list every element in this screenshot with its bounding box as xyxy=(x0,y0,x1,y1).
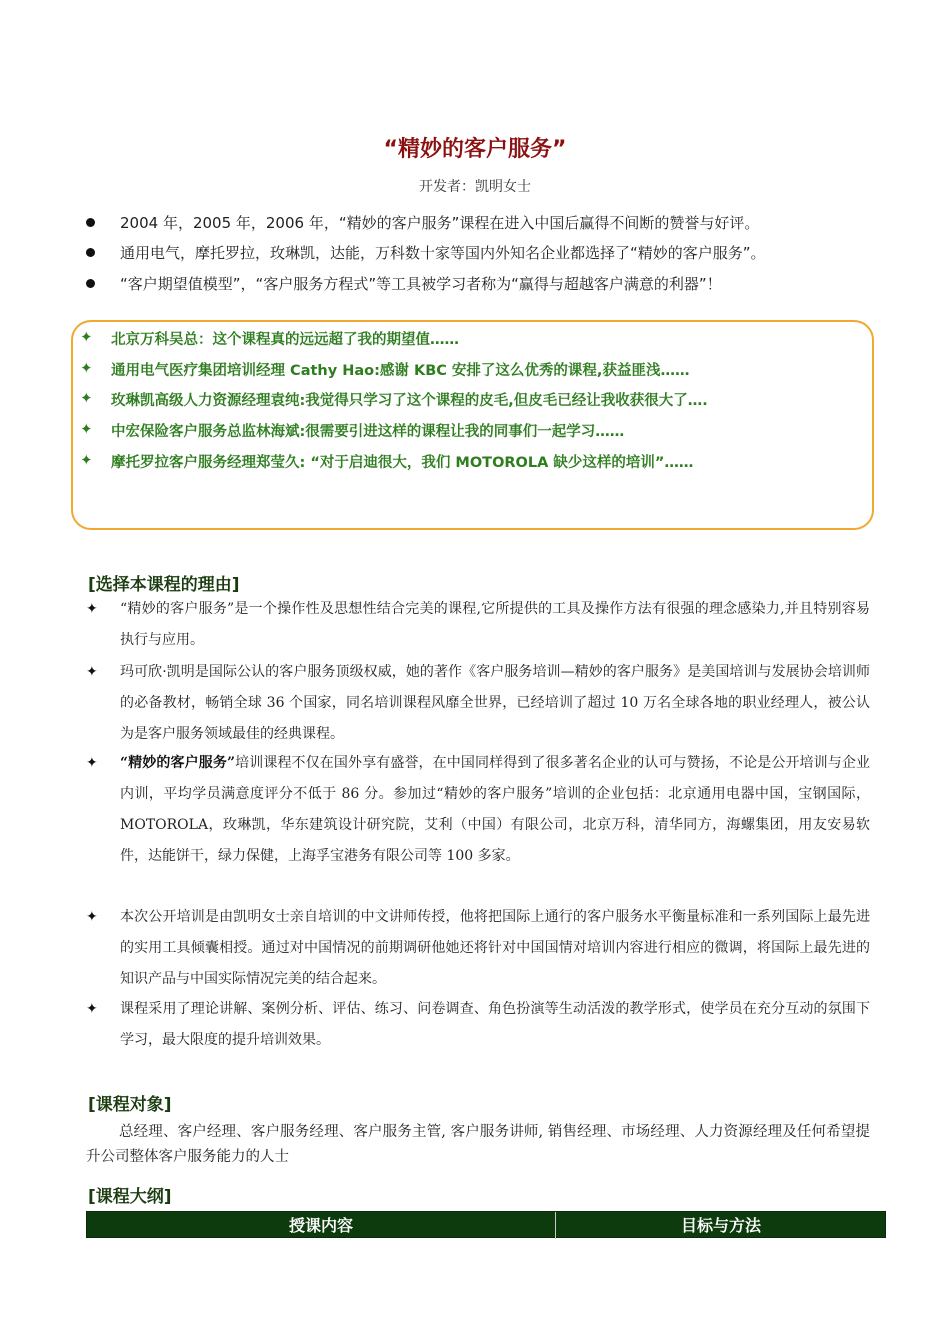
table-header-content: 授课内容 xyxy=(87,1212,556,1239)
testimonial-text: 中宏保险客户服务总监林海斌:很需要引进这样的课程让我的同事们一起学习…… xyxy=(111,424,625,440)
bullet-icon xyxy=(86,218,95,227)
star-bullet-icon: ✦ xyxy=(86,1001,98,1017)
bullet-icon xyxy=(86,248,95,257)
audience-text: 总经理、客户经理、客户服务经理、客户服务主管, 客户服务讲师, 销售经理、市场经理、人力资源经理及任何希望提升公司整体客户服务能力的人士 xyxy=(86,1124,870,1165)
testimonial-text: 北京万科吴总：这个课程真的远远超了我的期望值…… xyxy=(111,332,459,348)
star-bullet-icon: ✦ xyxy=(80,328,93,346)
star-bullet-icon: ✦ xyxy=(80,451,93,469)
testimonial-text: 通用电气医疗集团培训经理 Cathy Hao:感谢 KBC 安排了这么优秀的课程,获益匪浅…… xyxy=(111,363,690,379)
star-bullet-icon: ✦ xyxy=(86,755,98,771)
reason-text: “精妙的客户服务”是一个操作性及思想性结合完美的课程,它所提供的工具及操作方法有很强的理念感染力,并且特别容易执行与应用。 xyxy=(120,601,870,648)
bullet-icon xyxy=(86,279,95,288)
star-bullet-icon: ✦ xyxy=(86,664,98,680)
testimonial-text: 摩托罗拉客户服务经理郑莹久: “对于启迪很大，我们 MOTOROLA 缺少这样的培训”…… xyxy=(111,455,694,471)
intro-text: “客户期望值模型”，“客户服务方程式”等工具被学习者称为“赢得与超越客户满意的利器”！ xyxy=(120,275,722,293)
table-header-method: 目标与方法 xyxy=(680,1216,761,1235)
star-bullet-icon: ✦ xyxy=(86,909,98,925)
reason-text: 课程采用了理论讲解、案例分析、评估、练习、问卷调查、角色扮演等生动活泼的教学形式，使学员在充分互动的氛围下学习，最大限度的提升培训效果。 xyxy=(120,1001,870,1048)
section-heading-outline: [课程大纲] xyxy=(88,1187,172,1207)
reason-text: “精妙的客户服务”培训课程不仅在国外享有盛誉，在中国同样得到了很多著名企业的认可与赞扬，不论是公开培训与企业内训，平均学员满意度评分不低于 86 分。参加过“精妙的客户服务”培训的企业包括：北京通用电器中国，宝钢国际，MOTOROLA，玫琳凯，华东建筑设计研究院，艾利（中国）有限公司，北京万科，清华同方，海螺集团，用友安易软件，达能饼干，绿力保健，上海孚宝港务有限公司等 100 多家。 xyxy=(120,755,870,864)
reason-text: 本次公开培训是由凯明女士亲自培训的中文讲师传授，他将把国际上通行的客户服务水平衡量标准和一系列国际上最先进的实用工具倾囊相授。通过对中国情况的前期调研他她还将针对中国国情对培训内容进行相应的微调，将国际上最先进的知识产品与中国实际情况完美的结合起来。 xyxy=(120,909,870,987)
section-heading-reasons: [选择本课程的理由] xyxy=(88,575,240,595)
star-bullet-icon: ✦ xyxy=(80,420,93,438)
star-bullet-icon: ✦ xyxy=(80,389,93,407)
author-line: 开发者：凯明女士 xyxy=(419,179,531,195)
outline-table-header xyxy=(86,1211,886,1238)
document-title: “精妙的客户服务” xyxy=(383,137,567,162)
star-bullet-icon: ✦ xyxy=(80,359,93,377)
testimonial-text: 玫琳凯高级人力资源经理袁纯:我觉得只学习了这个课程的皮毛,但皮毛已经让我收获很大了…. xyxy=(111,393,708,409)
reason-text: 玛可欣·凯明是国际公认的客户服务顶级权威，她的著作《客户服务培训—精妙的客户服务》是美国培训与发展协会培训师的必备教材，畅销全球 36 个国家，同名培训课程风靡全世界，已经培训了超过 10 万名全球各地的职业经理人，被公认为是客户服务领域最佳的经典课程。 xyxy=(120,664,870,742)
section-heading-audience: [课程对象] xyxy=(88,1095,172,1115)
intro-text: 通用电气，摩托罗拉，玫琳凯，达能，万科数十家等国内外知名企业都选择了“精妙的客户服务”。 xyxy=(120,244,766,262)
star-bullet-icon: ✦ xyxy=(86,601,98,617)
intro-text: 2004 年，2005 年，2006 年，“精妙的客户服务”课程在进入中国后赢得不间断的赞誉与好评。 xyxy=(120,214,760,232)
